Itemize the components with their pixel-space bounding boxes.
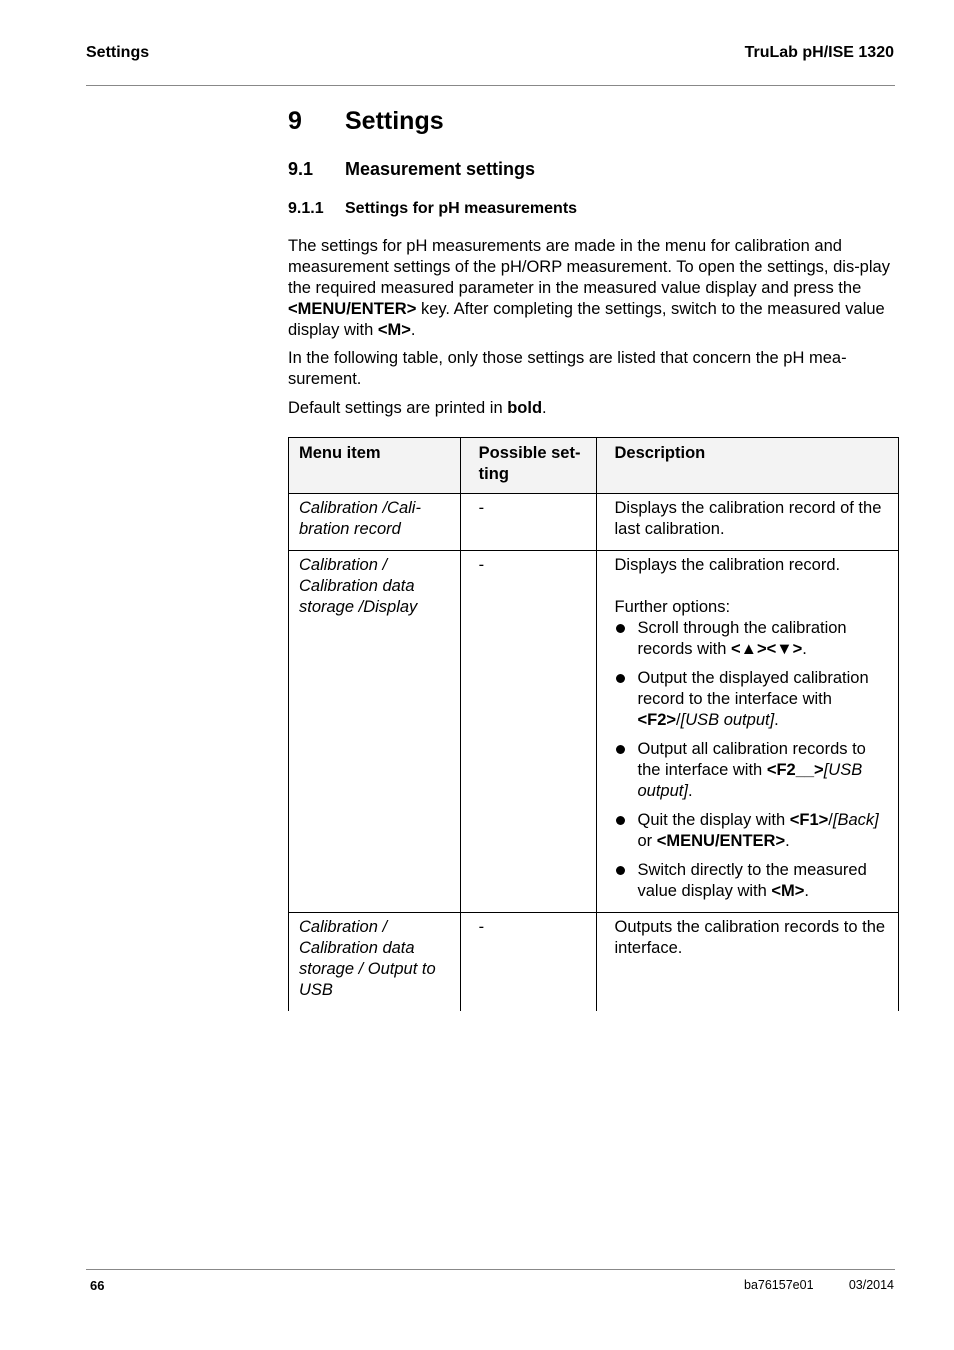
header-divider	[86, 85, 895, 86]
option-text: /	[676, 711, 681, 729]
option-text: /	[828, 811, 833, 829]
m-key: <M>	[377, 321, 411, 339]
m-key: <M>	[771, 882, 805, 900]
option-text: Output all calibration records to the interface with	[637, 740, 866, 779]
table-row	[289, 913, 899, 1012]
menu-item-cell: Calibration / Calibration data storage /Display	[289, 551, 461, 913]
option-text: .	[774, 711, 779, 729]
table-row	[289, 551, 899, 913]
description-cell: Displays the calibration record of the last calibration.	[597, 494, 899, 551]
section-number: 9.1	[288, 159, 314, 179]
setting-cell: -	[460, 551, 597, 913]
option-text: .	[802, 640, 807, 658]
softkey-label: [USB output]	[680, 711, 775, 729]
page-number: 66	[90, 1278, 105, 1293]
description-intro: Displays the calibration record.	[614, 556, 841, 574]
running-header-product: TruLab pH/ISE 1320	[744, 44, 894, 61]
further-options-label: Further options:	[614, 598, 731, 616]
description-cell	[597, 551, 899, 913]
document-date: 03/2014	[848, 1278, 894, 1292]
f1-key: <F1>	[789, 811, 829, 829]
subsection-number: 9.1.1	[288, 200, 324, 217]
document-number: ba76157e01	[744, 1278, 814, 1292]
f2-key: <F2>	[637, 711, 677, 729]
intro-text: The settings for pH measurements are made in the menu for calibration and measurement settings of the pH/ORP measurement. To open the settings, dis-play the required measured parameter in the measured value display and press the	[288, 237, 890, 297]
intro-text: .	[410, 321, 416, 339]
footer-divider	[86, 1269, 895, 1270]
header-possible-setting: Possible set-ting	[460, 438, 597, 494]
subsection-heading	[288, 200, 577, 218]
menu-enter-key: <MENU/ENTER>	[288, 300, 417, 318]
bold-word: bold	[507, 399, 543, 417]
settings-table	[288, 437, 899, 1011]
menu-item-cell: Calibration / Calibration data storage / Output to USB	[289, 913, 461, 1012]
option-text: Switch directly to the measured value display with	[637, 861, 867, 900]
arrow-keys: <▲><▼>	[731, 640, 803, 658]
options-list	[614, 618, 888, 902]
list-item	[614, 860, 888, 902]
list-item	[614, 810, 888, 852]
menu-enter-key: <MENU/ENTER>	[656, 832, 786, 850]
setting-cell: -	[460, 913, 597, 1012]
softkey-label: [USB output]	[637, 761, 863, 800]
section-heading	[288, 159, 535, 180]
table-header-row	[289, 438, 899, 494]
header-description: Description	[597, 438, 899, 494]
option-text: Output the displayed calibration record to the interface with	[637, 669, 869, 708]
option-text: Quit the display with	[637, 811, 790, 829]
list-item	[614, 739, 888, 802]
description-cell: Outputs the calibration records to the interface.	[597, 913, 899, 1012]
list-item	[614, 618, 888, 660]
softkey-label: [Back]	[832, 811, 879, 829]
f2-long-key: <F2__>	[766, 761, 824, 779]
chapter-heading	[288, 107, 444, 136]
setting-cell: -	[460, 494, 597, 551]
option-text: .	[804, 882, 810, 900]
intro-text: .	[542, 399, 547, 417]
intro-paragraph-1	[288, 236, 900, 341]
running-header-section: Settings	[86, 44, 150, 61]
intro-paragraph-2: In the following table, only those settings are listed that concern the pH mea-surement.	[288, 349, 847, 388]
intro-paragraph-3	[288, 398, 900, 419]
section-title: Measurement settings	[345, 159, 536, 179]
list-item	[614, 668, 888, 731]
header-menu-item: Menu item	[289, 438, 461, 494]
option-text: or	[637, 832, 657, 850]
chapter-number: 9	[288, 107, 302, 135]
menu-item-cell: Calibration /Cali-bration record	[289, 494, 461, 551]
subsection-title: Settings for pH measurements	[345, 200, 578, 217]
intro-text: key. After completing the settings, switch to the measured value display with	[288, 300, 885, 339]
spacer	[614, 576, 888, 597]
option-text: .	[687, 782, 693, 800]
chapter-title: Settings	[345, 107, 444, 135]
table-row	[289, 494, 899, 551]
intro-text: Default settings are printed in	[288, 399, 508, 417]
option-text: .	[785, 832, 790, 850]
option-text: Scroll through the calibration records with	[637, 619, 847, 658]
